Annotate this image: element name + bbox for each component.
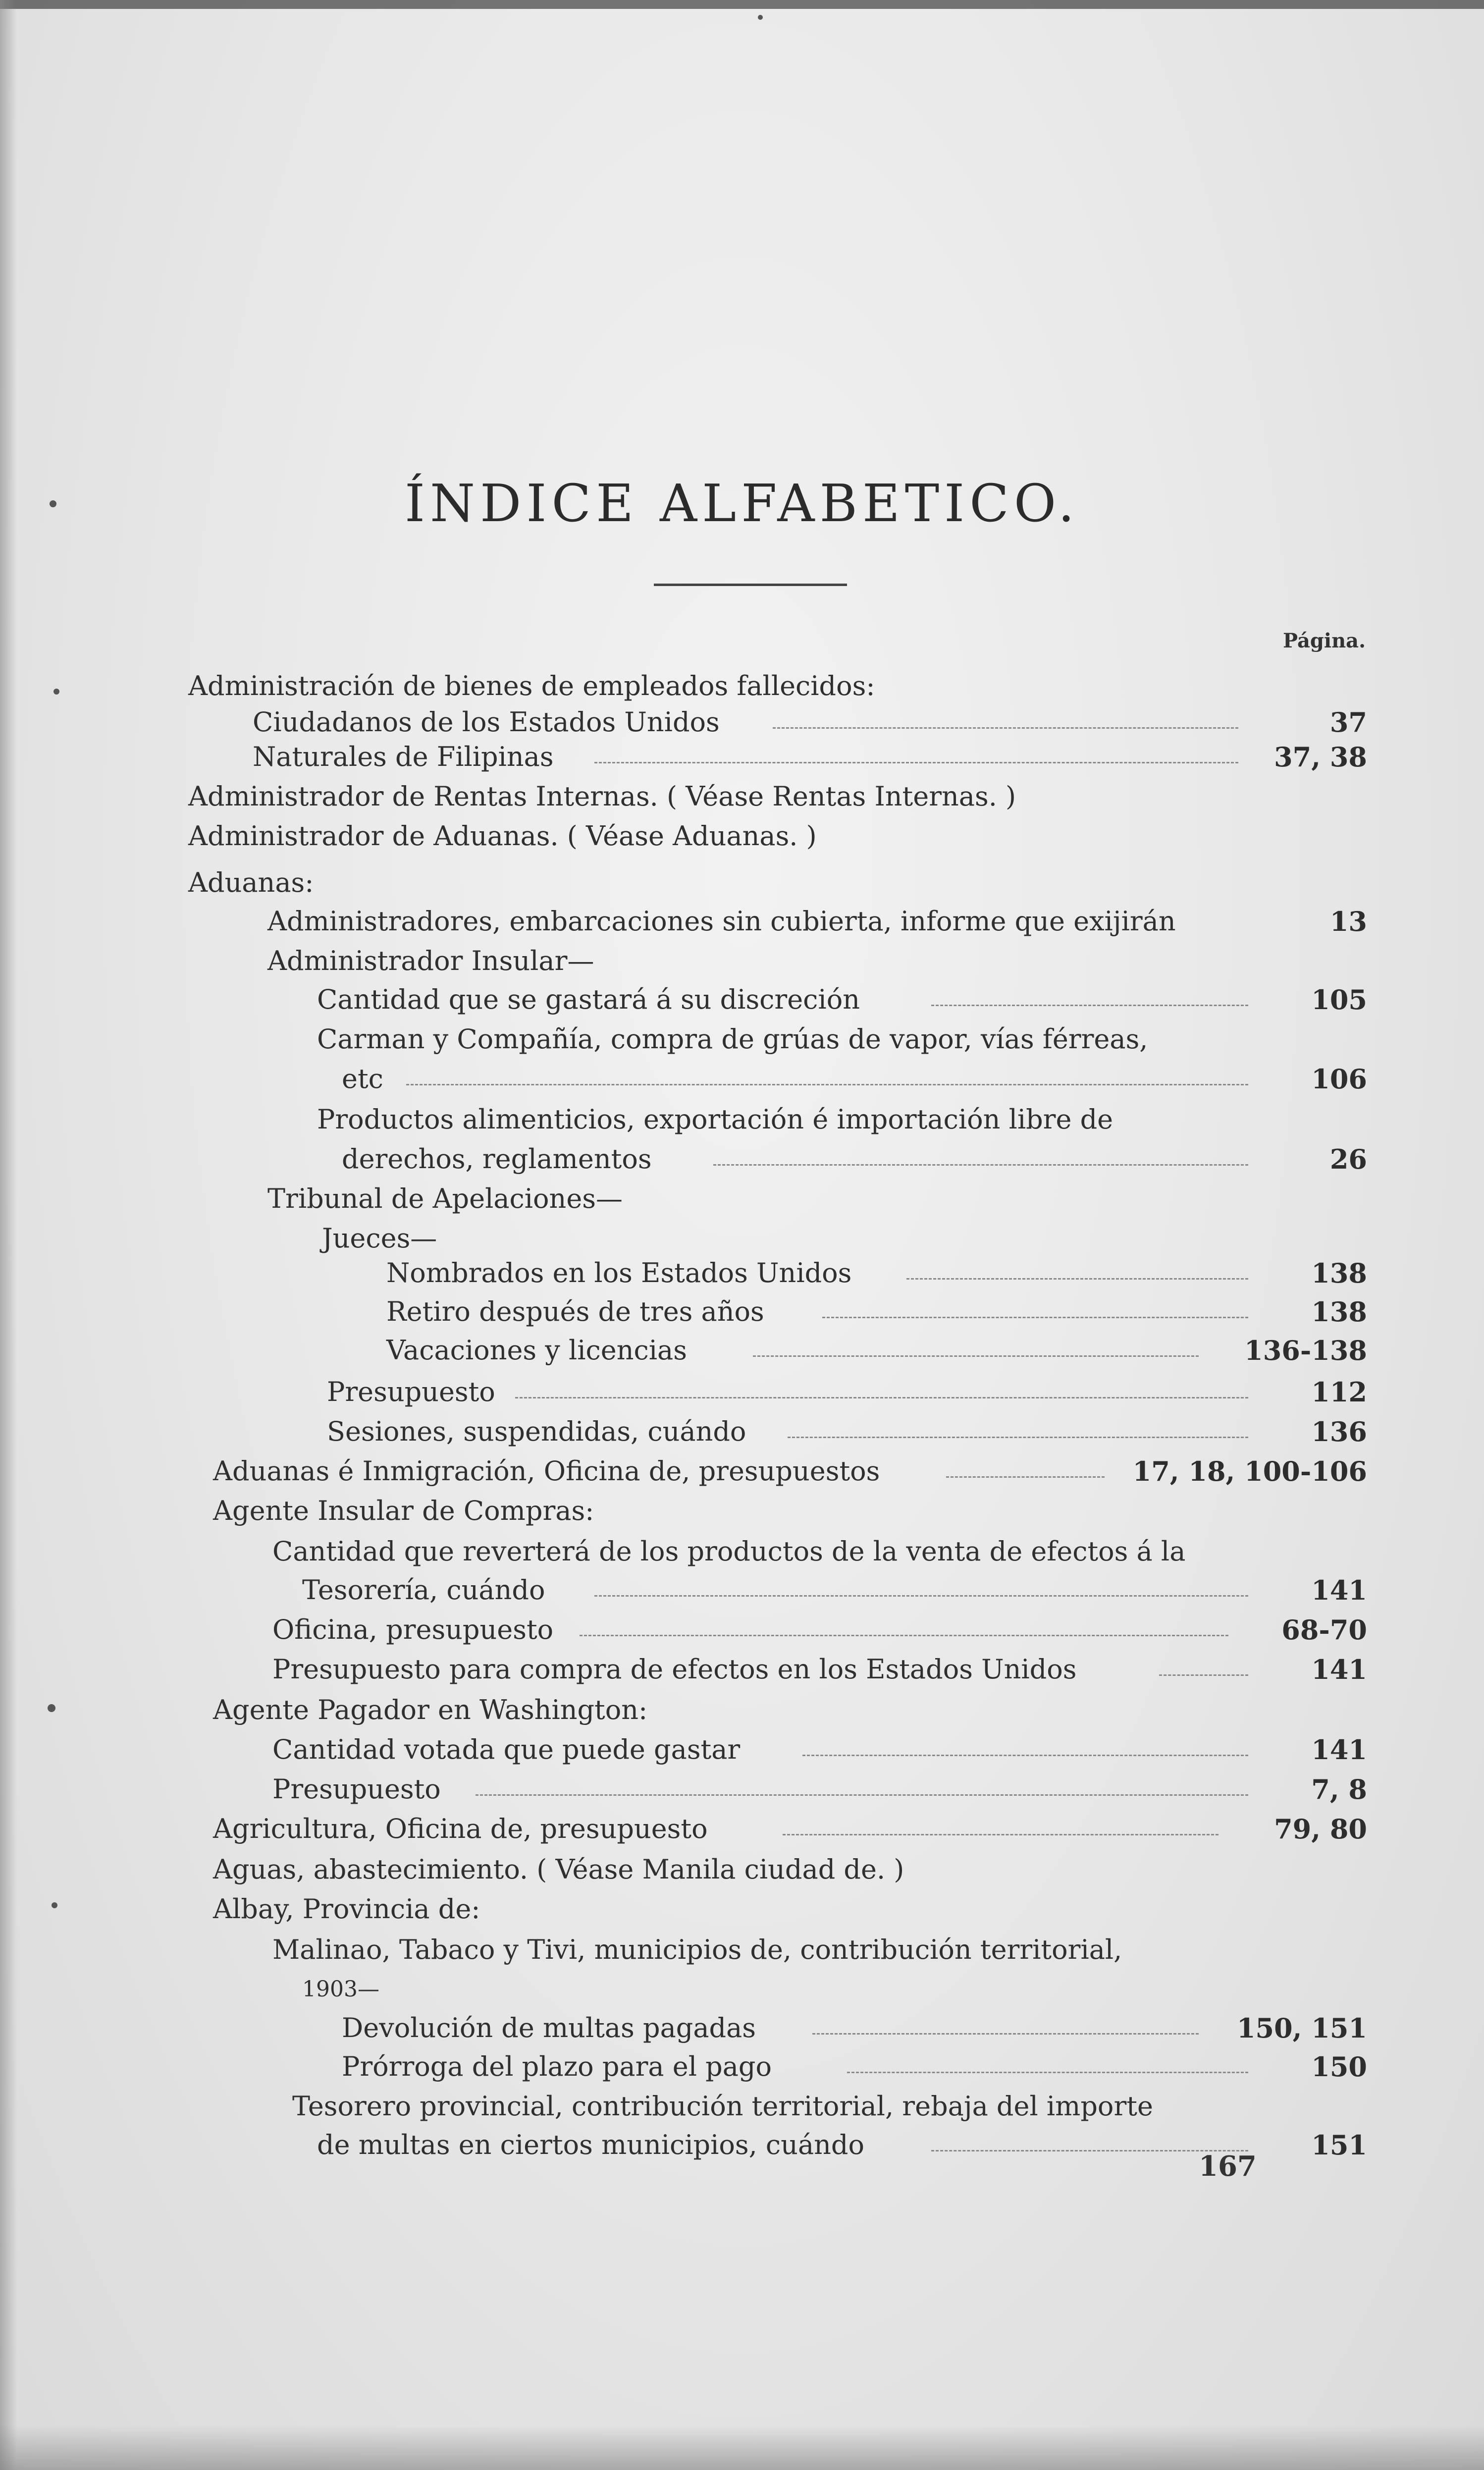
index-entry — [0, 902, 1367, 941]
entry-text: Productos alimenticios, exportación é importación libre de — [317, 1104, 1113, 1135]
entry-text: Administradores, embarcaciones sin cubierta, informe que exijirán — [267, 906, 1176, 937]
entry-text: Administrador de Rentas Internas. ( Véase Rentas Internas. ) — [188, 781, 1016, 812]
index-entry — [0, 1292, 1367, 1332]
index-entry — [0, 1809, 1367, 1849]
entry-text: Aguas, abastecimiento. ( Véase Manila ciudad de. ) — [213, 1854, 904, 1885]
entry-text: Presupuesto para compra de efectos en los Estados Unidos — [272, 1654, 1077, 1685]
page-column-header: Página. — [1283, 629, 1366, 652]
entry-text: Tribunal de Apelaciones— — [267, 1183, 623, 1214]
entry-page: 138 — [1311, 1257, 1367, 1289]
dot-leader — [802, 1755, 1248, 1756]
entry-page: 150 — [1311, 2051, 1367, 2083]
entry-text: Vacaciones y licencias — [386, 1335, 687, 1366]
index-entry — [0, 1532, 1367, 1571]
index-entry — [0, 1331, 1367, 1370]
dot-leader — [812, 2033, 1199, 2035]
scan-top-edge — [0, 0, 1484, 9]
dot-leader — [1159, 1674, 1248, 1676]
entry-text: Naturales de Filipinas — [253, 741, 554, 772]
entry-page: 13 — [1329, 906, 1367, 937]
dot-leader — [946, 1476, 1105, 1478]
index-entry — [0, 1253, 1367, 1293]
index-entry — [0, 777, 1367, 816]
index-entry — [0, 863, 1367, 903]
dot-leader — [476, 1794, 1248, 1796]
entry-text: Presupuesto — [327, 1376, 495, 1407]
entry-page: 112 — [1311, 1376, 1367, 1408]
dot-leader — [580, 1635, 1228, 1636]
entry-text: derechos, reglamentos — [342, 1143, 652, 1175]
entry-page: 141 — [1311, 1654, 1367, 1685]
index-entry — [0, 1850, 1367, 1889]
entry-page: 26 — [1329, 1143, 1367, 1175]
scan-bottom-edge — [0, 2425, 1484, 2470]
index-entry — [0, 1610, 1367, 1650]
entry-text: Tesorería, cuándo — [302, 1574, 545, 1606]
index-entry — [0, 941, 1367, 981]
entry-page: 136 — [1311, 1416, 1367, 1448]
entry-text: Devolución de multas pagadas — [342, 2012, 756, 2043]
entry-text: Administración de bienes de empleados fallecidos: — [188, 670, 875, 701]
dot-leader — [515, 1397, 1248, 1398]
index-entry — [0, 1100, 1367, 1139]
index-entry — [0, 1930, 1367, 1970]
index-entry — [0, 666, 1367, 706]
entry-page: 17, 18, 100-106 — [1132, 1455, 1367, 1487]
dot-leader — [822, 1317, 1248, 1318]
title-rule — [654, 584, 847, 586]
index-entry — [0, 1139, 1367, 1179]
entry-page: 37, 38 — [1274, 741, 1367, 773]
entry-page: 141 — [1311, 1734, 1367, 1766]
entry-text: Prórroga del plazo para el pago — [342, 2051, 772, 2082]
entry-page: 151 — [1311, 2129, 1367, 2161]
index-entry — [0, 1730, 1367, 1770]
entry-text: Jueces— — [322, 1223, 437, 1254]
page-number: 167 — [1199, 2150, 1257, 2183]
entry-text: Tesorero provincial, contribución territorial, rebaja del importe — [292, 2091, 1153, 2122]
dot-leader — [753, 1355, 1199, 1357]
index-entry — [0, 1020, 1367, 1059]
entry-page: 7, 8 — [1311, 1773, 1367, 1805]
index-entry — [0, 2008, 1367, 2048]
dot-leader — [788, 1437, 1248, 1438]
entry-page: 141 — [1311, 1574, 1367, 1606]
entry-text: 1903— — [302, 1977, 379, 2002]
index-entry — [0, 702, 1367, 742]
entry-page: 106 — [1311, 1063, 1367, 1095]
index-entry — [0, 2087, 1367, 2126]
entry-page: 136-138 — [1244, 1335, 1367, 1366]
entry-text: Agente Pagador en Washington: — [213, 1694, 648, 1725]
entry-page: 150, 151 — [1236, 2012, 1367, 2044]
index-entry — [0, 1451, 1367, 1491]
dot-leader — [783, 1834, 1219, 1835]
entry-text: Carman y Compañía, compra de grúas de vapor, vías férreas, — [317, 1023, 1148, 1055]
entry-page: 138 — [1311, 1296, 1367, 1328]
entry-text: Presupuesto — [272, 1773, 441, 1805]
entry-text: Malinao, Tabaco y Tivi, municipios de, contribución territorial, — [272, 1934, 1122, 1965]
entry-text: Administrador Insular— — [267, 945, 594, 976]
index-entry — [0, 737, 1367, 777]
entry-page: 37 — [1329, 706, 1367, 738]
index-entry — [0, 1570, 1367, 1610]
page-title: ÍNDICE ALFABETICO. — [404, 473, 1080, 534]
index-entry — [0, 1970, 1367, 2009]
entry-text: Sesiones, suspendidas, cuándo — [327, 1416, 746, 1447]
index-entry — [0, 1412, 1367, 1451]
entry-text: de multas en ciertos municipios, cuándo — [317, 2129, 864, 2160]
dot-leader — [906, 1278, 1248, 1280]
entry-text: Aduanas: — [188, 867, 314, 898]
dot-leader — [931, 1005, 1248, 1006]
index-entry — [0, 1770, 1367, 1809]
index-entry — [0, 1650, 1367, 1689]
index-entry — [0, 1059, 1367, 1099]
entry-text: Aduanas é Inmigración, Oficina de, presupuestos — [213, 1455, 880, 1487]
index-entry — [0, 1179, 1367, 1219]
entry-text: Ciudadanos de los Estados Unidos — [253, 706, 720, 738]
binding-hole-mark — [758, 15, 763, 20]
entry-text: Administrador de Aduanas. ( Véase Aduanas. ) — [188, 820, 817, 852]
entry-text: Oficina, presupuesto — [272, 1614, 554, 1645]
entry-text: Agricultura, Oficina de, presupuesto — [213, 1813, 708, 1844]
dot-leader — [847, 2072, 1248, 2073]
index-entry — [0, 1491, 1367, 1531]
index-entry — [0, 980, 1367, 1020]
index-entry — [0, 1372, 1367, 1412]
entry-text: Nombrados en los Estados Unidos — [386, 1257, 852, 1289]
index-entry — [0, 1219, 1367, 1258]
dot-leader — [713, 1164, 1248, 1166]
index-entry — [0, 2125, 1367, 2165]
entry-text: Cantidad que reverterá de los productos de la venta de efectos á la — [272, 1536, 1186, 1567]
index-entry — [0, 2047, 1367, 2087]
dot-leader — [594, 1595, 1248, 1597]
entry-text: Retiro después de tres años — [386, 1296, 764, 1327]
entry-text: etc — [342, 1063, 383, 1094]
dot-leader — [406, 1084, 1248, 1085]
index-entry — [0, 1889, 1367, 1929]
entry-text: Agente Insular de Compras: — [213, 1495, 594, 1526]
index-entry — [0, 816, 1367, 856]
dot-leader — [594, 762, 1238, 763]
entry-page: 68-70 — [1281, 1614, 1367, 1646]
entry-text: Albay, Provincia de: — [213, 1893, 480, 1925]
index-entry — [0, 1690, 1367, 1730]
entry-page: 79, 80 — [1274, 1813, 1367, 1845]
entry-page: 105 — [1311, 984, 1367, 1016]
entry-text: Cantidad que se gastará á su discreción — [317, 984, 860, 1015]
entry-text: Cantidad votada que puede gastar — [272, 1734, 741, 1765]
dot-leader — [773, 727, 1238, 729]
